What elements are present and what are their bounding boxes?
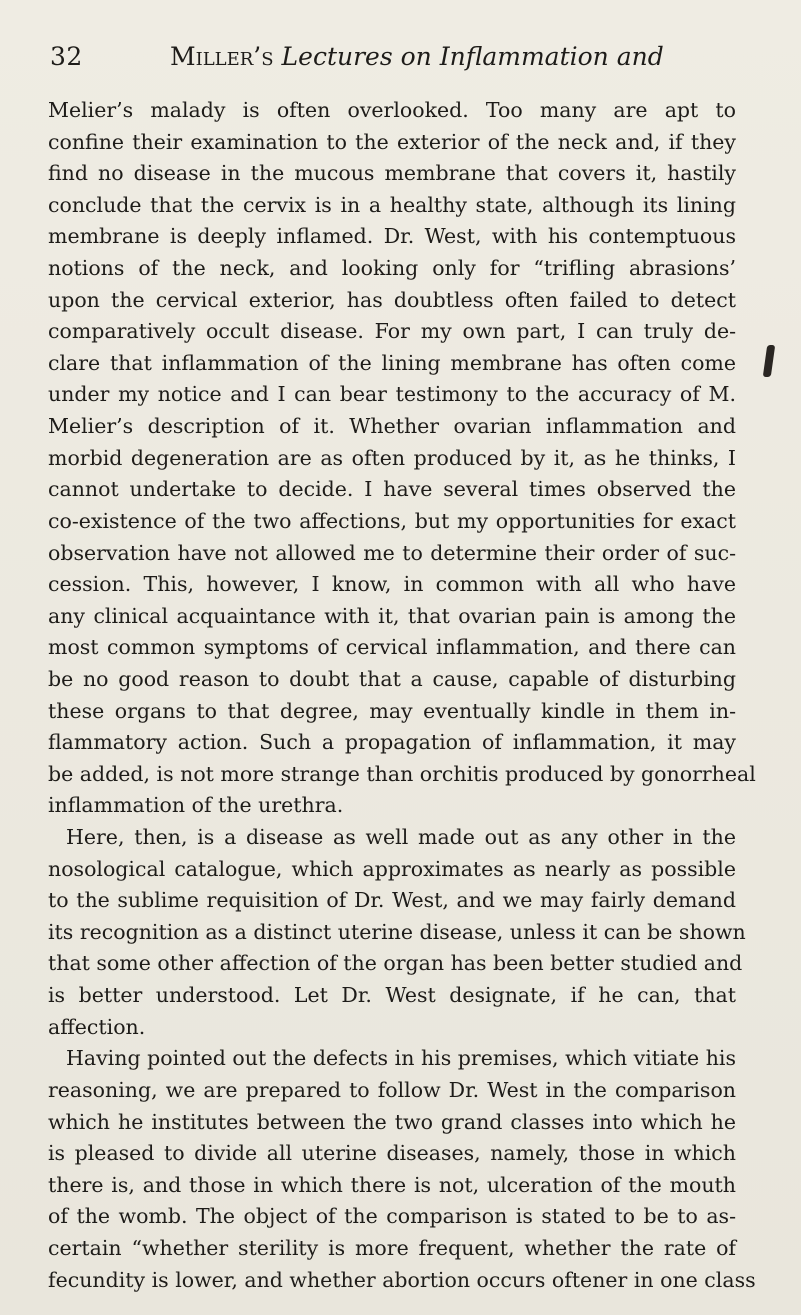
text-line: affection.	[48, 1014, 146, 1039]
text-line: be no good reason to doubt that a cause, capable of disturbing	[48, 666, 736, 691]
text-line: Melier’s description of it. Whether ovarian inflammation and	[48, 414, 736, 439]
running-head-author: Miller’s	[170, 42, 274, 71]
text-line: reasoning, we are prepared to follow Dr. West in the comparison	[48, 1077, 736, 1102]
text-line: notions of the neck, and looking only for “trifling abrasions’	[48, 256, 736, 281]
text-line: these organs to that degree, may eventually kindle in them in-	[48, 698, 736, 723]
margin-ink-mark	[763, 345, 775, 377]
text-line: find no disease in the mucous membrane that covers it, hastily	[48, 161, 736, 186]
running-head-title: Lectures on Inflammation and	[281, 42, 664, 71]
text-line: cannot undertake to decide. I have several times observed the	[48, 477, 736, 502]
text-line: comparatively occult disease. For my own part, I can truly de-	[48, 319, 736, 344]
text-line: clare that inflammation of the lining membrane has often come	[48, 350, 736, 375]
text-line: co-existence of the two affections, but my opportunities for exact	[48, 508, 736, 533]
text-line: any clinical acquaintance with it, that ovarian pain is among the	[48, 603, 736, 628]
text-line: upon the cervical exterior, has doubtless often failed to detect	[48, 287, 736, 312]
text-line: cession. This, however, I know, in common with all who have	[48, 572, 736, 597]
text-line: conclude that the cervix is in a healthy state, although its lining	[48, 192, 736, 217]
body-text	[48, 95, 756, 1296]
text-line: is pleased to divide all uterine diseases, namely, those in which	[48, 1141, 736, 1166]
text-line: nosological catalogue, which approximates as nearly as possible	[48, 856, 736, 881]
text-line: there is, and those in which there is not, ulceration of the mouth	[48, 1172, 736, 1197]
page-header	[50, 42, 740, 82]
page-number: 32	[50, 42, 83, 71]
text-line: to the sublime requisition of Dr. West, and we may fairly demand	[48, 888, 736, 913]
text-line: under my notice and I can bear testimony to the accuracy of M.	[48, 382, 736, 407]
text-line: flammatory action. Such a propagation of inflammation, it may	[48, 730, 736, 755]
text-line: which he institutes between the two grand classes into which he	[48, 1109, 736, 1134]
text-line: observation have not allowed me to determine their order of suc-	[48, 540, 736, 565]
running-head	[170, 42, 664, 71]
text-line: Melier’s malady is often overlooked. Too many are apt to	[48, 98, 736, 122]
text-line: certain “whether sterility is more frequent, whether the rate of	[48, 1235, 736, 1260]
text-line: Having pointed out the defects in his premises, which vitiate his	[66, 1046, 736, 1071]
text-line: most common symptoms of cervical inflammation, and there can	[48, 635, 736, 660]
text-line: confine their examination to the exterior of the neck and, if they	[48, 129, 736, 154]
text-line: inflammation of the urethra.	[48, 793, 344, 818]
text-line: its recognition as a distinct uterine disease, unless it can be shown	[48, 919, 746, 944]
text-line: Here, then, is a disease as well made out as any other in the	[66, 825, 736, 850]
text-line: that some other affection of the organ has been better studied and	[48, 951, 743, 976]
text-line: fecundity is lower, and whether abortion occurs oftener in one class	[48, 1267, 756, 1292]
text-line: be added, is not more strange than orchitis produced by gonorrheal	[48, 761, 756, 786]
text-line: morbid degeneration are as often produced by it, as he thinks, I	[48, 445, 736, 470]
text-line: of the womb. The object of the comparison is stated to be to as-	[48, 1204, 736, 1229]
text-line: is better understood. Let Dr. West designate, if he can, that	[48, 983, 736, 1008]
text-line: membrane is deeply inflamed. Dr. West, with his contemptuous	[48, 224, 736, 249]
